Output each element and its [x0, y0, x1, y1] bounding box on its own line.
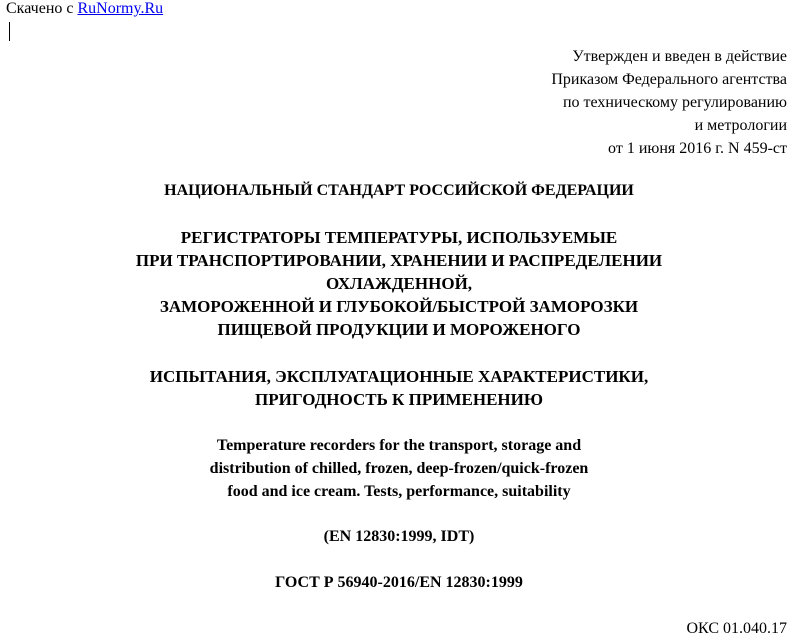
title-line: ПРИ ТРАНСПОРТИРОВАНИИ, ХРАНЕНИИ И РАСПРЕДЕЛЕНИИ — [135, 251, 663, 270]
title-line: ЗАМОРОЖЕННОЙ И ГЛУБОКОЙ/БЫСТРОЙ ЗАМОРОЗКИ — [159, 297, 639, 316]
en-reference: (EN 12830:1999, IDT) — [323, 528, 475, 545]
english-title — [4, 434, 790, 503]
document-subtitle — [4, 365, 790, 411]
title-line: ПИЩЕВОЙ ПРОДУКЦИИ И МОРОЖЕНОГО — [217, 320, 581, 339]
title-line: РЕГИСТРАТОРЫ ТЕМПЕРАТУРЫ, ИСПОЛЬЗУЕМЫЕ — [180, 228, 618, 247]
source-line — [6, 0, 163, 18]
subtitle-line: ИСПЫТАНИЯ, ЭКСПЛУАТАЦИОННЫЕ ХАРАКТЕРИСТИКИ, — [149, 367, 649, 386]
approval-line: Приказом Федерального агентства — [551, 71, 787, 88]
approval-line: Утвержден и введен в действие — [572, 48, 787, 65]
english-title-line: food and ice cream. Tests, performance, suitability — [227, 483, 571, 500]
title-line: ОХЛАЖДЕННОЙ, — [325, 274, 473, 293]
approval-line: и метрологии — [694, 117, 787, 134]
text-cursor — [9, 22, 10, 41]
subtitle-line: ПРИГОДНОСТЬ К ПРИМЕНЕНИЮ — [255, 390, 543, 409]
standard-heading: НАЦИОНАЛЬНЫЙ СТАНДАРТ РОССИЙСКОЙ ФЕДЕРАЦИИ — [164, 182, 634, 199]
approval-block — [551, 45, 787, 160]
oks-code: ОКС 01.040.17 — [686, 620, 787, 637]
document-title — [4, 226, 790, 341]
approval-line: от 1 июня 2016 г. N 459-ст — [608, 140, 787, 157]
approval-line: по техническому регулированию — [562, 94, 787, 111]
english-title-line: Temperature recorders for the transport, storage and — [216, 437, 582, 454]
english-title-line: distribution of chilled, frozen, deep-frozen/quick-frozen — [209, 460, 589, 477]
gost-code: ГОСТ Р 56940-2016/EN 12830:1999 — [275, 574, 523, 591]
source-prefix: Скачено с — [6, 0, 78, 17]
source-link[interactable]: RuNormy.Ru — [77, 0, 164, 17]
